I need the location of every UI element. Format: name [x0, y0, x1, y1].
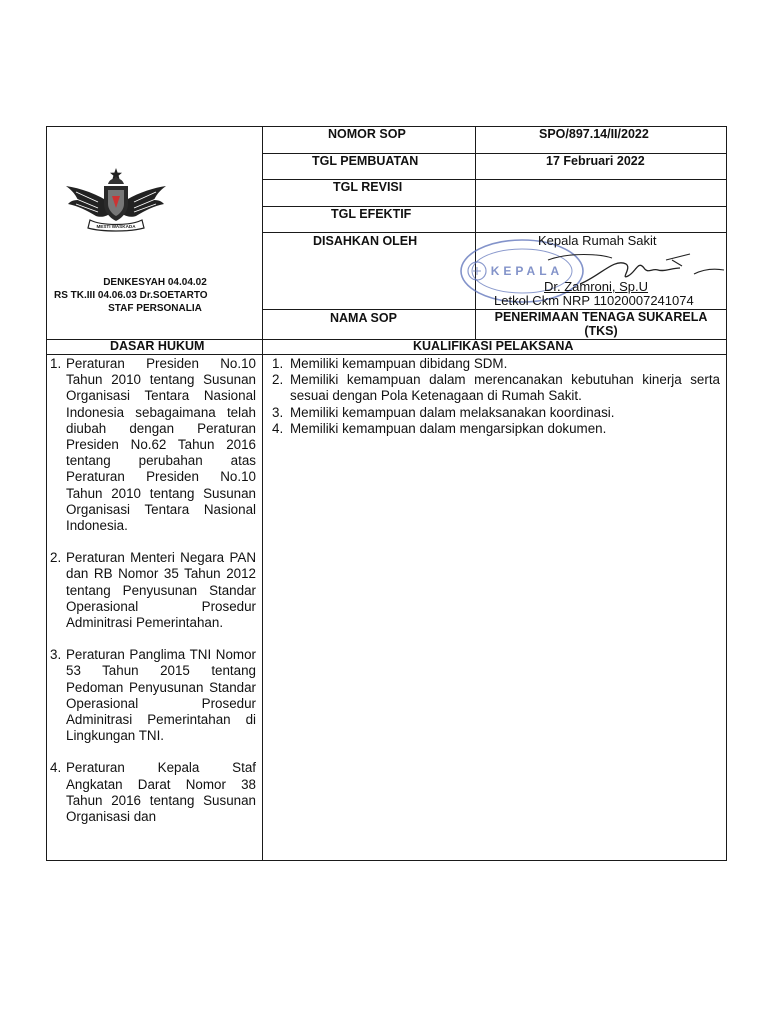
label-disahkan-oleh: DISAHKAN OLEH — [313, 234, 418, 248]
legal-item — [50, 550, 256, 631]
organization-block — [50, 276, 260, 315]
approval-rank: Letkol Ckm NRP 11020007241074 — [494, 293, 694, 308]
qualification-item — [272, 421, 720, 437]
legal-item-number: 4. — [50, 760, 62, 776]
label-nomor-sop: NOMOR SOP — [328, 127, 406, 141]
approval-name: Dr. Zamroni, Sp.U — [544, 279, 649, 294]
label-tgl-pembuatan: TGL PEMBUATAN — [312, 154, 419, 168]
border-divider-main — [262, 126, 263, 861]
org-line-2: RS TK.III 04.06.03 Dr.SOETARTO — [54, 290, 208, 301]
stamp-text: KEPALA — [490, 264, 564, 278]
legal-basis-header: DASAR HUKUM — [110, 339, 205, 353]
qualification-number: 4. — [272, 420, 284, 436]
border-row2 — [262, 179, 727, 180]
legal-item-number: 1. — [50, 356, 62, 371]
legal-item — [50, 647, 256, 744]
qualification-number: 2. — [272, 372, 284, 388]
qualification-text: Memiliki kemampuan dalam melaksanakan koordinasi. — [290, 404, 615, 420]
emblem-motto: MESTI WASKADA — [96, 224, 136, 229]
qualification-number: 3. — [272, 404, 284, 420]
border-bottom — [46, 860, 727, 861]
border-right — [726, 126, 727, 861]
qualification-text: Memiliki kemampuan dalam merencanakan kebutuhan kinerja serta sesuai dengan Pola Ketenagaan di Rumah Sakit. — [290, 372, 720, 404]
value-nama-sop: PENERIMAAN TENAGA SUKARELA (TKS) — [494, 310, 708, 338]
legal-item-number: 2. — [50, 550, 62, 566]
border-divider-header — [475, 126, 476, 340]
qualification-list — [272, 356, 720, 437]
legal-item-text: Peraturan Presiden No.10 Tahun 2010 tentang Susunan Organisasi Tentara Nasional Indonesia sebagaimana telah diubah dengan Peraturan Presiden No.62 Tahun 2016 tentang perubahan atas Peraturan Presiden No.10 Tahun 2010 tentang Susunan Organisasi Tentara Nasional Indonesia. — [66, 356, 256, 534]
qualification-item — [272, 372, 720, 404]
legal-item-text: Peraturan Menteri Negara PAN dan RB Nomor 35 Tahun 2012 tentang Penyusunan Standar Operasional Prosedur Adminitrasi Pemerintahan. — [66, 550, 256, 631]
label-tgl-efektif: TGL EFEKTIF — [331, 207, 412, 221]
legal-item — [50, 760, 256, 825]
legal-basis-list — [50, 356, 256, 825]
border-left — [46, 126, 47, 861]
org-line-1: DENKESYAH 04.04.02 — [103, 277, 207, 288]
qualification-number: 1. — [272, 356, 284, 371]
qualification-text: Memiliki kemampuan dibidang SDM. — [290, 356, 508, 371]
qualification-item — [272, 405, 720, 421]
label-tgl-revisi: TGL REVISI — [333, 180, 403, 194]
org-line-3: STAF PERSONALIA — [108, 303, 202, 314]
legal-item-text: Peraturan Panglima TNI Nomor 53 Tahun 2015 tentang Pedoman Penyusunan Standar Operasional Prosedur Adminitrasi Pemerintahan di Lingkungan TNI. — [66, 647, 256, 744]
military-emblem — [62, 166, 170, 236]
qualification-header: KUALIFIKASI PELAKSANA — [413, 339, 574, 353]
value-tgl-pembuatan: 17 Februari 2022 — [546, 154, 645, 168]
value-nomor-sop: SPO/897.14/II/2022 — [539, 127, 649, 141]
label-nama-sop: NAMA SOP — [330, 311, 397, 325]
approval-title: Kepala Rumah Sakit — [538, 233, 657, 248]
qualification-text: Memiliki kemampuan dalam mengarsipkan dokumen. — [290, 420, 607, 436]
legal-item-text: Peraturan Kepala Staf Angkatan Darat Nomor 38 Tahun 2016 tentang Susunan Organisasi dan — [66, 760, 256, 825]
legal-item — [50, 356, 256, 534]
qualification-item — [272, 356, 720, 372]
legal-item-number: 3. — [50, 647, 62, 663]
